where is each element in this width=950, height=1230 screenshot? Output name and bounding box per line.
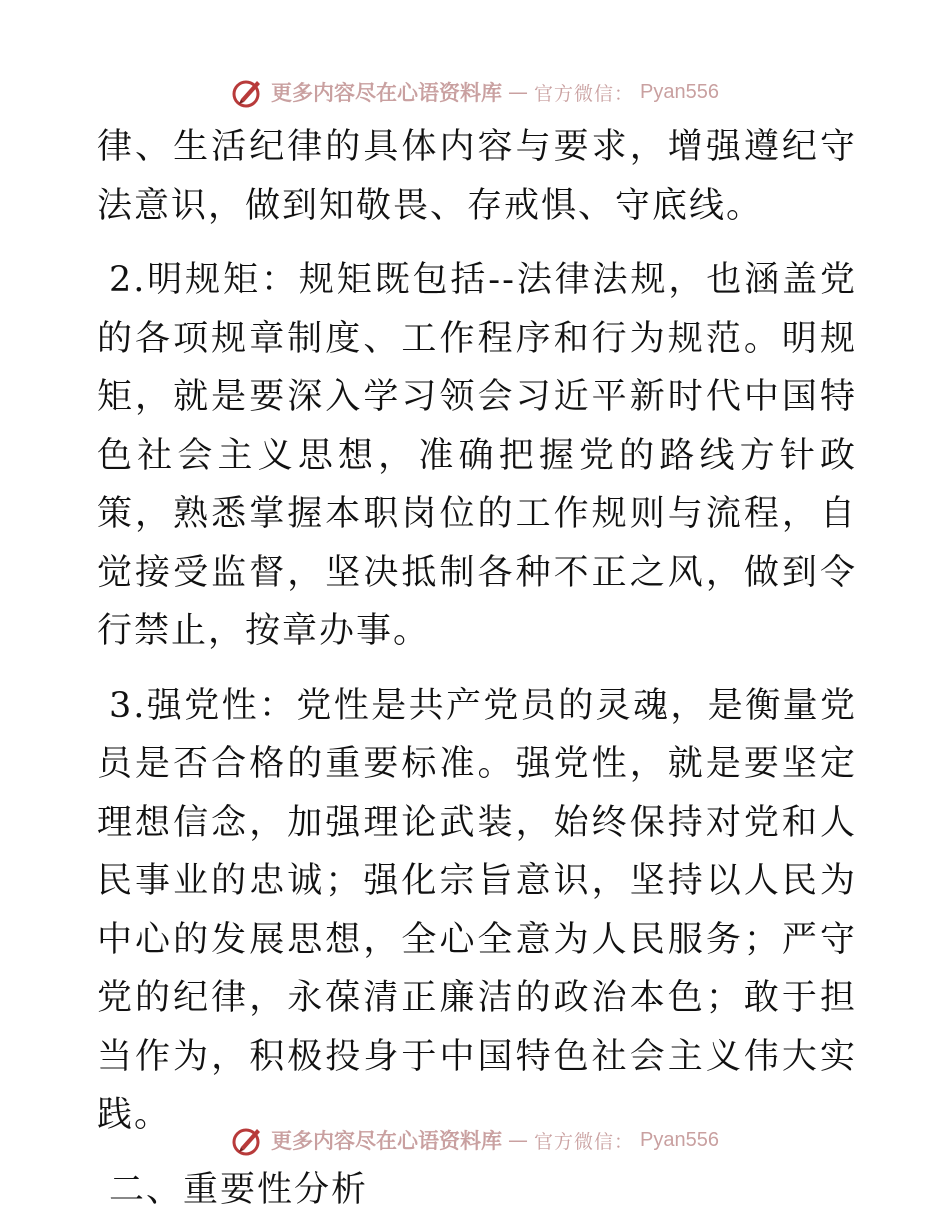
paragraph-party-spirit: 3.强党性：党性是共产党员的灵魂，是衡量党员是否合格的重要标准。强党性，就是要坚定理想信念，加强理论武装，始终保持对党和人民事业的忠诚；强化宗旨意识，坚持以人民为中心的发展思想，全心全意为人民服务；严守党的纪律，永葆清正廉洁的政治本色；敢于担当作为，积极投身于中国特色社会主义伟大实践。 (97, 685, 857, 1135)
watermark-header (0, 72, 950, 112)
watermark-id: Pyan556 (640, 1128, 719, 1151)
watermark-label: 官方微信： (534, 1130, 635, 1153)
section-heading: 二、重要性分析 (109, 1169, 369, 1210)
watermark-label: 官方微信： (534, 82, 635, 105)
paragraph-continued: 律、生活纪律的具体内容与要求，增强遵纪守法意识，做到知敬畏、存戒惧、守底线。 (97, 127, 857, 226)
quill-logo-icon (231, 75, 265, 109)
paragraph-rules: 2.明规矩：规矩既包括--法律法规，也涵盖党的各项规章制度、工作程序和行为规范。明规矩，就是要深入学习领会习近平新时代中国特色社会主义思想，准确把握党的路线方针政策，熟悉掌握本职岗位的工作规则与流程，自觉接受监督，坚决抵制各种不正之风，做到令行禁止，按章办事。 (97, 260, 857, 651)
watermark-dash: — (508, 1128, 528, 1152)
watermark-brand: 更多内容尽在心语资料库 (271, 1128, 502, 1153)
watermark-dash: — (508, 80, 528, 104)
document-body (97, 118, 857, 1219)
watermark-id: Pyan556 (640, 80, 719, 103)
quill-logo-icon (231, 1123, 265, 1157)
watermark-footer (0, 1120, 950, 1160)
watermark-brand: 更多内容尽在心语资料库 (271, 80, 502, 105)
